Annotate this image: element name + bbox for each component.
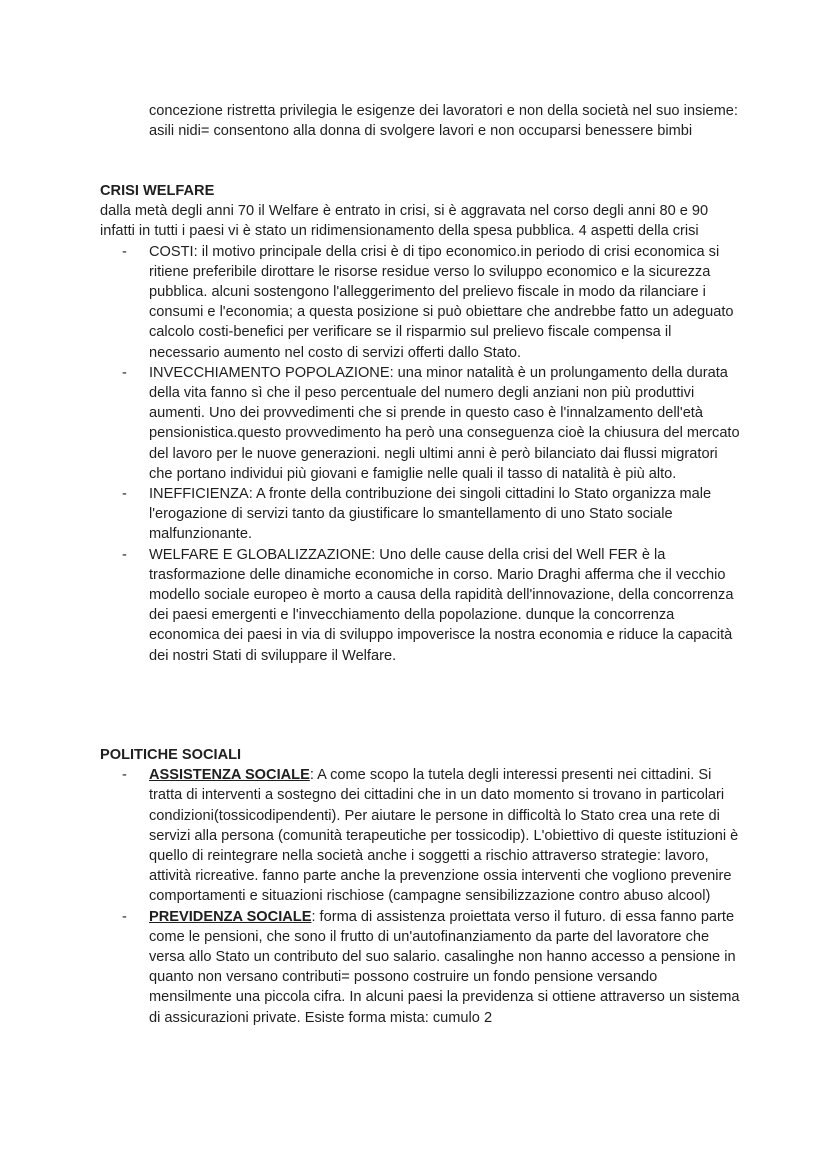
dash-bullet-icon: - (122, 546, 127, 563)
list-item-invecchiamento (100, 363, 740, 484)
dash-bullet-icon: - (122, 767, 127, 784)
section-crisi-welfare (100, 181, 740, 666)
list-item-assistenza-sociale (100, 765, 740, 906)
intro-paragraph: concezione ristretta privilegia le esigenze dei lavoratori e non della società nel suo insieme: asili nidi= consentono alla donna di svolgere lavori e non occuparsi benessere bimbi (149, 103, 738, 140)
list-item-previdenza-sociale (100, 907, 740, 1028)
crisi-welfare-paragraph: dalla metà degli anni 70 il Welfare è entrato in crisi, si è aggravata nel corso degli anni 80 e 90 infatti in tutti i paesi vi è stato un ridimensionamento della spesa pubblica. 4 aspetti della crisi (100, 203, 709, 240)
crisi-aspects-list (100, 242, 740, 666)
list-item-text: : forma di assistenza proiettata verso il futuro. di essa fanno parte come le pensioni, che sono il frutto di un'autofinanziamento da parte del lavoratore che versa allo Stato un contributo del suo salario. casalinghe non hanno accesso a pensione in quanto non versano contributi= possono costruire un fondo pensione versando mensilmente una piccola cifra. In alcuni paesi la previdenza si ottiene attraverso un sistema di assicurazioni private. Esiste forma mista: cumulo 2 (149, 908, 740, 1026)
list-item-costi (100, 242, 740, 363)
dash-bullet-icon: - (122, 486, 127, 503)
list-item-text: COSTI: il motivo principale della crisi è di tipo economico.in periodo di crisi economica si ritiene preferibile dirottare le risorse residue verso lo sviluppo economico e la sicurezza pubblica. alcuni sostengono l'alleggerimento del prelievo fiscale in modo da rilanciare i consumi e l'economia; a questa posizione si può obiettare che andrebbe fatto un adeguato calcolo costi-benefici per verificare se il risparmio sul prelievo fiscale compensa il necessario aumento nel costo di servizi offerti dallo Stato. (149, 243, 734, 361)
list-item-text: WELFARE E GLOBALIZZAZIONE: Uno delle cause della crisi del Well FER è la trasformazione delle dinamiche economiche in corso. Mario Draghi afferma che il vecchio modello sociale europeo è morto a causa della rapidità dell'innovazione, della concorrenza dei paesi emergenti e l'invecchiamento della popolazione. dunque la concorrenza economica dei paesi in via di sviluppo impoverisce la nostra economia e riduce la capacità dei nostri Stati di sviluppare il Welfare. (149, 546, 734, 664)
term-assistenza-sociale: ASSISTENZA SOCIALE (149, 767, 310, 784)
section-politiche-sociali (100, 745, 740, 1028)
list-item-inefficienza (100, 484, 740, 545)
list-item-text: INEFFICIENZA: A fronte della contribuzione dei singoli cittadini lo Stato organizza male l'erogazione di servizi tanto da giustificare lo smantellamento di uno Stato sociale malfunzionante. (149, 486, 712, 543)
politiche-list (100, 765, 740, 1028)
list-item-text: INVECCHIAMENTO POPOLAZIONE: una minor natalità è un prolungamento della durata della vita fanno sì che il peso percentuale del numero degli anziani non più produttivi aumenti. Uno dei provvedimenti che si prende in questo caso è l'innalzamento dell'età pensionistica.questo provvedimento ha però una conseguenza cioè la chiusura del mercato del lavoro per le nuove generazioni. negli ultimi anni è però bilanciato dai flussi migratori che portano individui più giovani e famiglie nelle quali il tasso di natalità è più alto. (149, 364, 740, 482)
term-previdenza-sociale: PREVIDENZA SOCIALE (149, 908, 312, 925)
dash-bullet-icon: - (122, 243, 127, 260)
dash-bullet-icon: - (122, 908, 127, 925)
section-heading-crisi-welfare: CRISI WELFARE (100, 183, 215, 199)
list-item-text: : A come scopo la tutela degli interessi presenti nei cittadini. Si tratta di interventi a sostegno dei cittadini che in un dato momento si trovano in particolari condizioni(tossicodipendenti). Per aiutare le persone in difficoltà lo Stato crea una rete di servizi alla persona (comunità terapeutiche per tossicodip). L'obiettivo di queste istituzioni è quello di reintegrare nella società anche i soggetti a rischio attraverso strategie: lavoro, attività ricreative. fanno parte anche la prevenzione ossia interventi che vogliono prevenire comportamenti e situazioni rischiose (campagne sensibilizzazione contro abuso alcool) (149, 767, 739, 905)
list-item-globalizzazione (100, 545, 740, 666)
section-heading-politiche-sociali: POLITICHE SOCIALI (100, 747, 242, 763)
dash-bullet-icon: - (122, 364, 127, 381)
